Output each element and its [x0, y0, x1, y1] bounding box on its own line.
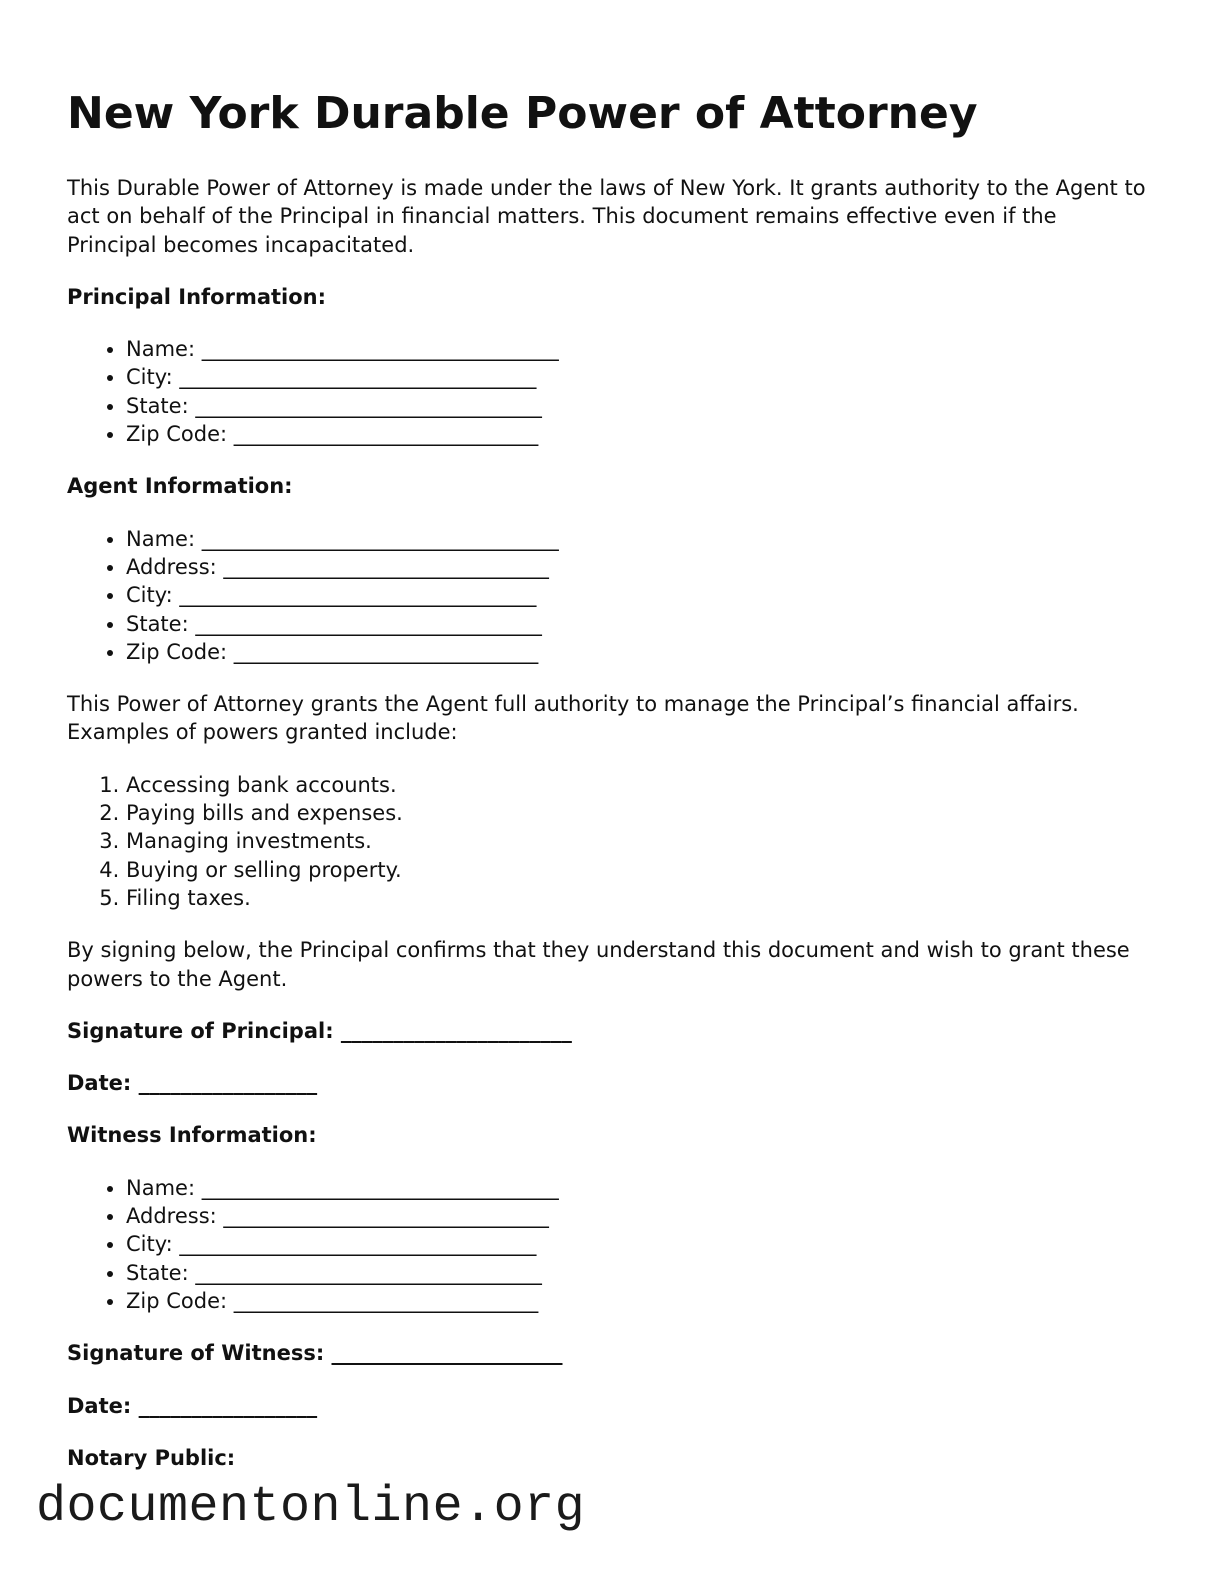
principal-signature-field[interactable]: Signature of Principal: ______________________: [67, 1018, 572, 1043]
document-page: [67, 84, 1147, 1496]
powers-intro: This Power of Attorney grants the Agent full authority to manage the Principal’s financial affairs. Examples of powers granted include:: [67, 692, 1079, 745]
principal-state-field[interactable]: • State: _________________________________: [126, 392, 1147, 420]
principal-fields: [67, 335, 1147, 448]
intro-paragraph: This Durable Power of Attorney is made under the laws of New York. It grants authority to the Agent to act on behalf of the Principal in financial matters. This document remains effective even if the Principal becomes incapacitated.: [67, 176, 1146, 257]
agent-fields: [67, 525, 1147, 666]
agent-zip-field[interactable]: • Zip Code: _____________________________: [126, 638, 1147, 666]
agent-state-field[interactable]: • State: _________________________________: [126, 610, 1147, 638]
principal-date-field[interactable]: Date: _________________: [67, 1071, 318, 1096]
confirm-paragraph: By signing below, the Principal confirms that they understand this document and wish to grant these powers to the Agent.: [67, 938, 1130, 991]
power-item: 5. Filing taxes.: [126, 884, 1147, 912]
principal-heading: Principal Information:: [67, 284, 327, 309]
document-title: New York Durable Power of Attorney: [67, 88, 978, 139]
notary-heading: Notary Public:: [67, 1445, 236, 1470]
watermark: documentonline.org: [36, 1479, 586, 1536]
witness-fields: [67, 1174, 1147, 1315]
witness-zip-field[interactable]: • Zip Code: _____________________________: [126, 1287, 1147, 1315]
agent-heading: Agent Information:: [67, 474, 293, 499]
principal-name-field[interactable]: • Name: __________________________________: [126, 335, 1147, 363]
witness-address-field[interactable]: • Address: _______________________________: [126, 1202, 1147, 1230]
witness-name-field[interactable]: • Name: __________________________________: [126, 1174, 1147, 1202]
agent-address-field[interactable]: • Address: _______________________________: [126, 553, 1147, 581]
agent-name-field[interactable]: • Name: __________________________________: [126, 525, 1147, 553]
witness-state-field[interactable]: • State: _________________________________: [126, 1259, 1147, 1287]
witness-heading: Witness Information:: [67, 1123, 317, 1148]
witness-city-field[interactable]: • City: __________________________________: [126, 1230, 1147, 1258]
powers-list: [67, 771, 1147, 912]
power-item: 1. Accessing bank accounts.: [126, 771, 1147, 799]
witness-signature-field[interactable]: Signature of Witness: ______________________: [67, 1341, 563, 1366]
witness-date-field[interactable]: Date: _________________: [67, 1393, 318, 1418]
agent-city-field[interactable]: • City: __________________________________: [126, 581, 1147, 609]
principal-zip-field[interactable]: • Zip Code: _____________________________: [126, 420, 1147, 448]
principal-city-field[interactable]: • City: __________________________________: [126, 363, 1147, 391]
power-item: 4. Buying or selling property.: [126, 856, 1147, 884]
power-item: 3. Managing investments.: [126, 827, 1147, 855]
power-item: 2. Paying bills and expenses.: [126, 799, 1147, 827]
